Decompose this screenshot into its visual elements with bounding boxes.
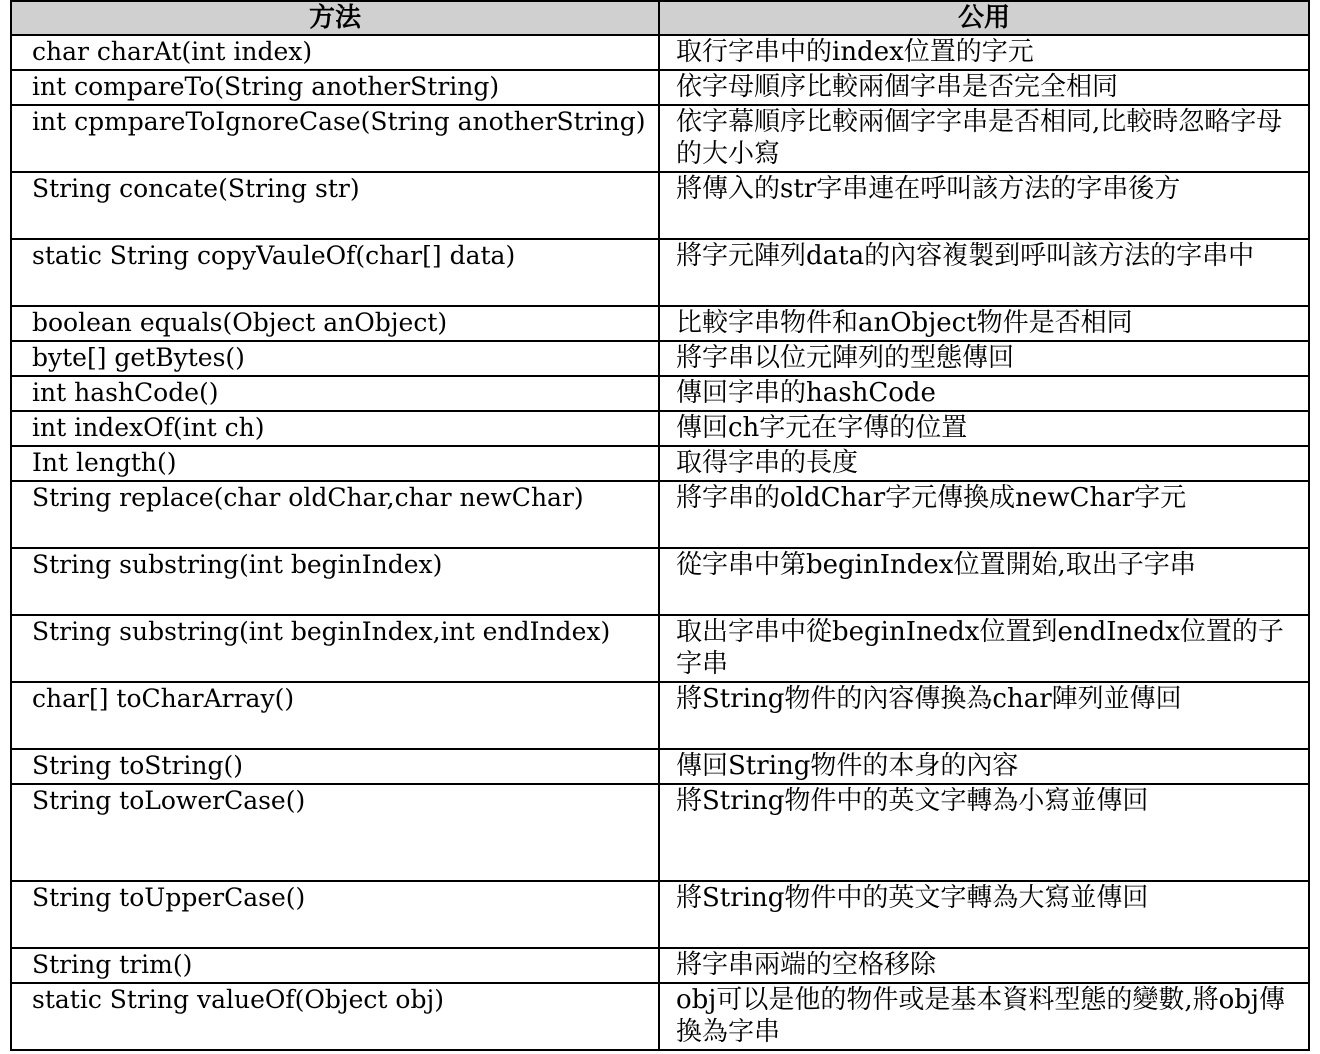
- method-cell: static String copyVauleOf(char[] data): [11, 239, 659, 306]
- table-row: [11, 411, 1309, 446]
- table-row: [11, 948, 1309, 983]
- method-cell: Int length(): [11, 446, 659, 481]
- table-row: [11, 172, 1309, 239]
- description-cell: 將String物件的內容傳換為char陣列並傳回: [659, 682, 1309, 749]
- method-cell: int hashCode(): [11, 376, 659, 411]
- method-cell: String trim(): [11, 948, 659, 983]
- header-usage: 公用: [659, 1, 1309, 35]
- table-row: [11, 784, 1309, 881]
- table-row: [11, 881, 1309, 948]
- method-cell: int indexOf(int ch): [11, 411, 659, 446]
- string-methods-table: [10, 0, 1310, 1051]
- method-cell: int cpmpareToIgnoreCase(String anotherString): [11, 105, 659, 172]
- description-cell: 傳回String物件的本身的內容: [659, 749, 1309, 784]
- table-header-row: [11, 1, 1309, 35]
- method-cell: String concate(String str): [11, 172, 659, 239]
- table-row: [11, 105, 1309, 172]
- table-row: [11, 682, 1309, 749]
- method-cell: boolean equals(Object anObject): [11, 306, 659, 341]
- description-cell: 將字串的oldChar字元傳換成newChar字元: [659, 481, 1309, 548]
- table-row: [11, 306, 1309, 341]
- description-cell: 將字元陣列data的內容複製到呼叫該方法的字串中: [659, 239, 1309, 306]
- table-row: [11, 615, 1309, 682]
- string-methods-table-container: [10, 0, 1308, 1051]
- method-cell: char charAt(int index): [11, 35, 659, 70]
- method-cell: char[] toCharArray(): [11, 682, 659, 749]
- table-row: [11, 239, 1309, 306]
- table-row: [11, 446, 1309, 481]
- description-cell: 依字母順序比較兩個字串是否完全相同: [659, 70, 1309, 105]
- description-cell: 取行字串中的index位置的字元: [659, 35, 1309, 70]
- table-row: [11, 376, 1309, 411]
- table-row: [11, 341, 1309, 376]
- method-cell: String toLowerCase(): [11, 784, 659, 881]
- description-cell: obj可以是他的物件或是基本資料型態的變數,將obj傳換為字串: [659, 983, 1309, 1050]
- description-cell: 比較字串物件和anObject物件是否相同: [659, 306, 1309, 341]
- method-cell: String toUpperCase(): [11, 881, 659, 948]
- description-cell: 將String物件中的英文字轉為大寫並傳回: [659, 881, 1309, 948]
- description-cell: 依字幕順序比較兩個字字串是否相同,比較時忽略字母的大小寫: [659, 105, 1309, 172]
- table-row: [11, 35, 1309, 70]
- description-cell: 將String物件中的英文字轉為小寫並傳回: [659, 784, 1309, 881]
- table-row: [11, 749, 1309, 784]
- method-cell: String replace(char oldChar,char newChar): [11, 481, 659, 548]
- table-row: [11, 70, 1309, 105]
- description-cell: 取出字串中從beginInedx位置到endInedx位置的子字串: [659, 615, 1309, 682]
- description-cell: 將字串兩端的空格移除: [659, 948, 1309, 983]
- method-cell: byte[] getBytes(): [11, 341, 659, 376]
- table-row: [11, 548, 1309, 615]
- description-cell: 傳回字串的hashCode: [659, 376, 1309, 411]
- description-cell: 將傳入的str字串連在呼叫該方法的字串後方: [659, 172, 1309, 239]
- method-cell: String toString(): [11, 749, 659, 784]
- header-method: 方法: [11, 1, 659, 35]
- description-cell: 將字串以位元陣列的型態傳回: [659, 341, 1309, 376]
- table-row: [11, 983, 1309, 1050]
- method-cell: String substring(int beginIndex): [11, 548, 659, 615]
- method-cell: static String valueOf(Object obj): [11, 983, 659, 1050]
- description-cell: 從字串中第beginIndex位置開始,取出子字串: [659, 548, 1309, 615]
- description-cell: 取得字串的長度: [659, 446, 1309, 481]
- method-cell: String substring(int beginIndex,int endIndex): [11, 615, 659, 682]
- method-cell: int compareTo(String anotherString): [11, 70, 659, 105]
- description-cell: 傳回ch字元在字傳的位置: [659, 411, 1309, 446]
- table-row: [11, 481, 1309, 548]
